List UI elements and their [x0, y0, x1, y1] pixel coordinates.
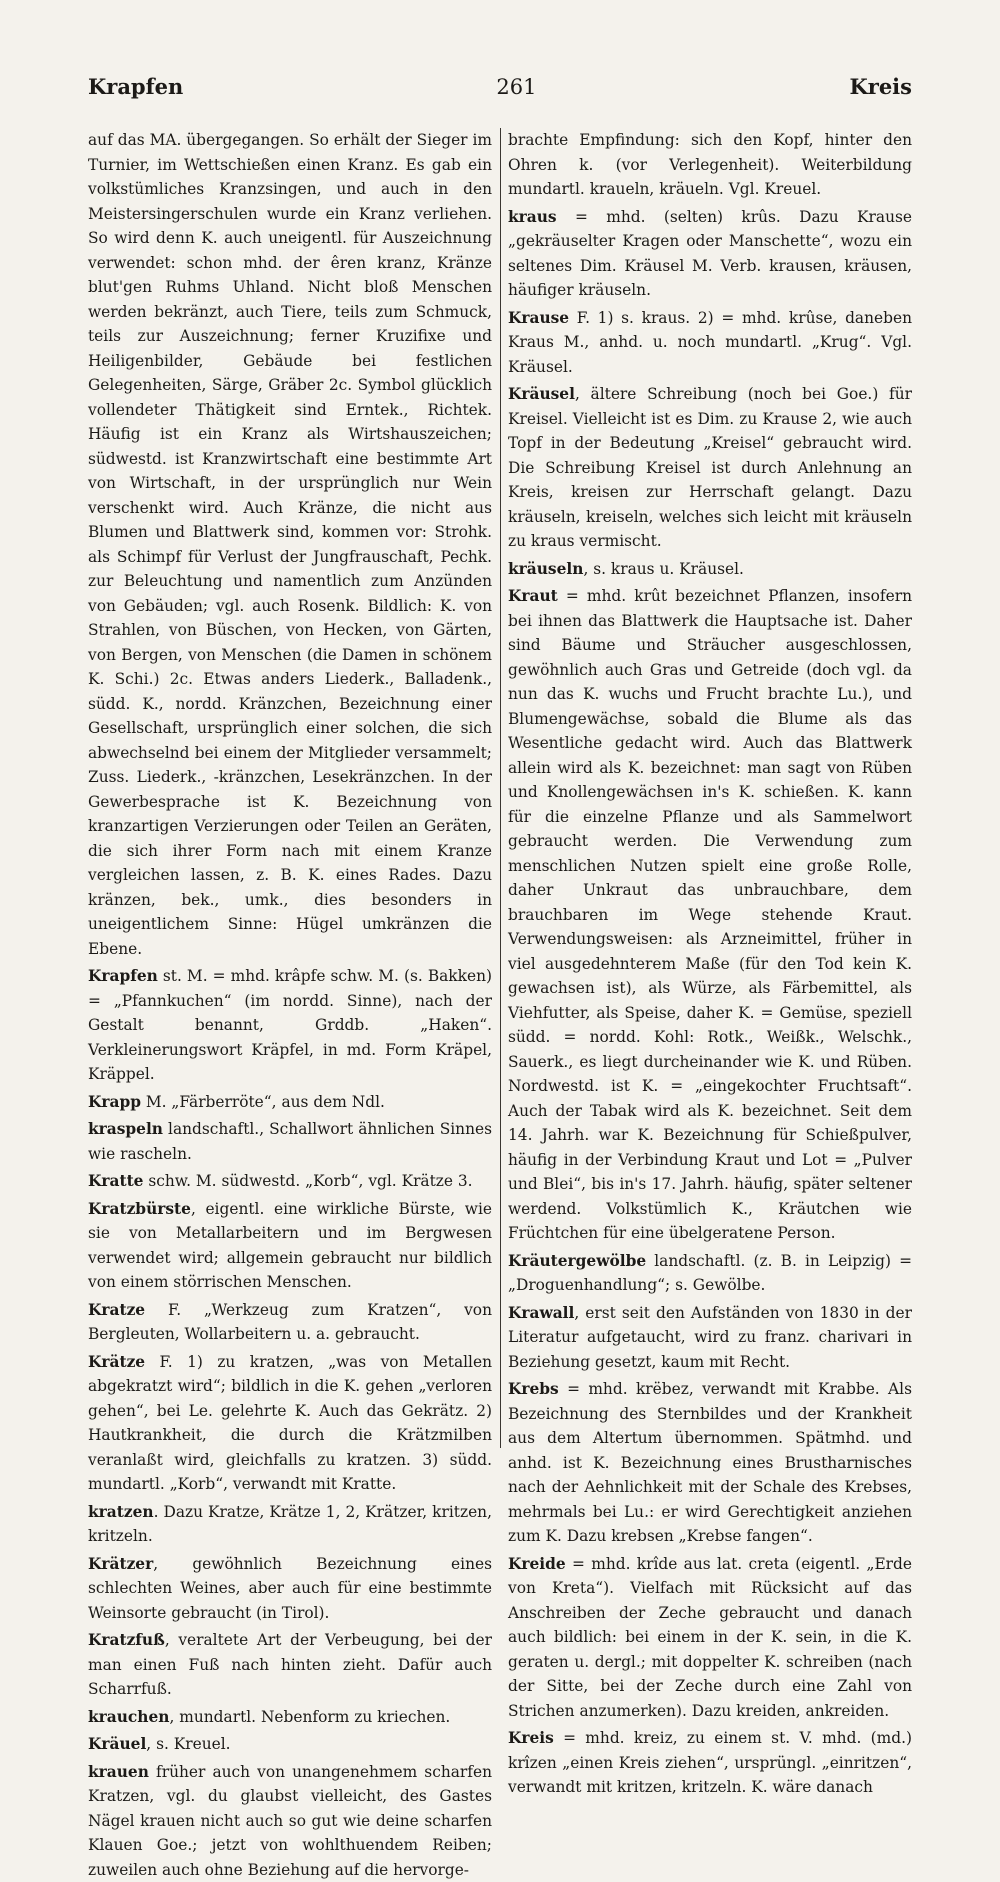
entry-text: F. 1) zu kratzen, „was von Metallen abgekratzt wird“; bildlich in die K. gehen „verloren gehen“, bei Le. gelehrte K. Auch das Gekrätz. 2) Hautkrankheit, die durch die Krätzmilben veranlaßt wird, gleichfalls zu kratzen. 3) südd. mundartl. „Korb“, verwandt mit Kratte. [88, 1353, 492, 1494]
dictionary-entry [508, 306, 912, 380]
entry-text: , erst seit den Aufständen von 1830 in der Literatur aufgetaucht, wird zu franz. charivari in Beziehung gesetzt, kaum mit Recht. [508, 1304, 912, 1371]
entry-headword: kräuseln [508, 560, 583, 578]
dictionary-entry [88, 1298, 492, 1347]
entry-text: , eigentl. eine wirkliche Bürste, wie sie von Metallarbeitern und im Bergwesen verwendet wird; allgemein gebraucht nur bildlich von einem störrischen Menschen. [88, 1200, 492, 1292]
entry-headword: kratzen [88, 1503, 154, 1521]
dictionary-entry [508, 128, 912, 202]
dictionary-entry [508, 584, 912, 1246]
dictionary-entry [88, 1705, 492, 1730]
dictionary-entry [88, 1760, 492, 1882]
entry-text: , veraltete Art der Verbeugung, bei der man einen Fuß nach hinten zieht. Dafür auch Scharrfuß. [88, 1631, 492, 1698]
entry-headword: Kräusel [508, 385, 575, 403]
dictionary-entry [508, 557, 912, 582]
entry-headword: kraus [508, 208, 557, 226]
entry-headword: Kreide [508, 1555, 566, 1573]
page-header [88, 74, 912, 114]
dictionary-entry [88, 1350, 492, 1497]
entry-text: landschaftl. (z. B. in Leipzig) = „Droguenhandlung“; s. Gewölbe. [508, 1252, 912, 1295]
left-column [88, 128, 492, 1448]
entry-text: = mhd. krîde aus lat. creta (eigentl. „Erde von Kreta“). Vielfach mit Rücksicht auf das Anschreiben der Zeche gebraucht und danach auch bildlich: bei einem in der K. sein, in die K. geraten u. dergl.; mit doppelter K. schreiben (nach der Sitte, bei der Zeche durch eine Zahl von Strichen anzumerken). Dazu kreiden, ankreiden. [508, 1555, 912, 1720]
dictionary-entry [508, 1249, 912, 1298]
entry-text: = mhd. (selten) krûs. Dazu Krause „gekräuselter Kragen oder Manschette“, wozu ein seltenes Dim. Kräusel M. Verb. krausen, kräusen, häufiger kräuseln. [508, 208, 912, 300]
entry-headword: Krätze [88, 1353, 145, 1371]
entry-text: , s. Kreuel. [146, 1735, 230, 1753]
entry-text: M. „Färberröte“, aus dem Ndl. [141, 1093, 385, 1111]
right-column [508, 128, 912, 1448]
dictionary-entry [508, 382, 912, 554]
dictionary-entry [508, 205, 912, 303]
entry-text: F. 1) s. kraus. 2) = mhd. krûse, daneben Kraus M., anhd. u. noch mundartl. „Krug“. Vgl. Kräusel. [508, 309, 912, 376]
dictionary-entry [508, 1377, 912, 1549]
column-divider [500, 128, 501, 1448]
dictionary-entry [88, 1117, 492, 1166]
entry-text: = mhd. krëbez, verwandt mit Krabbe. Als Bezeichnung des Sternbildes und der Krankheit aus dem Altertum übernommen. Spätmhd. und anhd. ist K. Bezeichnung eines Brustharnisches nach der Aehnlichkeit mit der Schale des Krebses, mehrmals bei Lu.: er wird Gerechtigkeit anziehen zum K. Dazu krebsen „Krebse fangen“. [508, 1380, 912, 1545]
dictionary-entry [88, 128, 492, 961]
entry-headword: Kratzbürste [88, 1200, 191, 1218]
entry-headword: krauchen [88, 1708, 169, 1726]
dictionary-entry [88, 1169, 492, 1194]
entry-headword: Krapfen [88, 967, 158, 985]
dictionary-entry [88, 1500, 492, 1549]
entry-text: = mhd. kreiz, zu einem st. V. mhd. (md.) krîzen „einen Kreis ziehen“, ursprüngl. „einritzen“, verwandt mit kritzen, kritzeln. K. wäre danach [508, 1729, 912, 1796]
entry-headword: Krause [508, 309, 569, 327]
entry-headword: Krapp [88, 1093, 141, 1111]
entry-headword: Kräutergewölbe [508, 1252, 646, 1270]
entry-text: , s. kraus u. Kräusel. [583, 560, 744, 578]
entry-headword: Krätzer [88, 1555, 153, 1573]
entry-text: brachte Empfindung: sich den Kopf, hinter den Ohren k. (vor Verlegenheit). Weiterbildung mundartl. kraueln, kräueln. Vgl. Kreuel. [508, 131, 912, 198]
entry-text: früher auch von unangenehmem scharfen Kratzen, vgl. du glaubst vielleicht, des Gastes Nägel krauen nicht auch so gut wie deine scharfen Klauen Goe.; jetzt von wohlthuendem Reiben; zuweilen auch ohne Beziehung auf die hervorge- [88, 1763, 492, 1879]
entry-headword: Kratzfuß [88, 1631, 165, 1649]
entry-text: = mhd. krût bezeichnet Pflanzen, insofern bei ihnen das Blattwerk die Hauptsache ist. Daher sind Bäume und Sträucher ausgeschlossen, gewöhnlich auch Gras und Getreide (doch vgl. da nun das K. wuchs und Frucht brachte Lu.), und Blumengewächse, sobald die Blume als das Wesentliche gedacht wird. Auch das Blattwerk allein wird als K. bezeichnet: man sagt von Rüben und Knollengewächsen in's K. schießen. K. kann für die einzelne Pflanze und als Sammelwort gebraucht werden. Die Verwendung zum menschlichen Nutzen spielt eine große Rolle, daher Unkraut das unbrauchbare, dem brauchbaren im Wege stehende Kraut. Verwendungsweisen: als Arzneimittel, früher in viel ausgedehnterem Maße (für den Tod kein K. gewachsen ist), als Würze, als Färbemittel, als Viehfutter, als Speise, daher K. = Gemüse, speziell südd. = nordd. Kohl: Rotk., Weißk., Welschk., Sauerk., es liegt durcheinander wie K. und Rüben. Nordwestd. ist K. = „eingekochter Fruchtsaft“. Auch der Tabak wird als K. bezeichnet. Seit dem 14. Jahrh. war K. Bezeichnung für Schießpulver, häufig in der Verbindung Kraut und Lot = „Pulver und Blei“, bis in's 17. Jahrh. häufig, später seltener werdend. Volkstümlich K., Kräutchen wie Früchtchen für eine übelgeratene Person. [508, 587, 912, 1242]
entry-text: st. M. = mhd. krâpfe schw. M. (s. Bakken) = „Pfannkuchen“ (im nordd. Sinne), nach der Gestalt benannt, Grddb. „Haken“. Verkleinerungswort Kräpfel, in md. Form Kräpel, Kräppel. [88, 967, 492, 1083]
dictionary-entry [508, 1726, 912, 1800]
entry-headword: krauen [88, 1763, 149, 1781]
entry-headword: Krawall [508, 1304, 574, 1322]
dictionary-entry [88, 964, 492, 1087]
entry-text: , gewöhnlich Bezeichnung eines schlechten Weines, aber auch für eine bestimmte Weinsorte gebraucht (in Tirol). [88, 1555, 492, 1622]
entry-headword: Kreis [508, 1729, 554, 1747]
dictionary-entry [88, 1628, 492, 1702]
dictionary-entry [88, 1197, 492, 1295]
dictionary-entry [88, 1732, 492, 1757]
entry-headword: kraspeln [88, 1120, 163, 1138]
entry-headword: Kraut [508, 587, 558, 605]
entry-text: , ältere Schreibung (noch bei Goe.) für Kreisel. Vielleicht ist es Dim. zu Krause 2, wie auch Topf in der Bedeutung „Kreisel“ gebraucht wird. Die Schreibung Kreisel ist durch Anlehnung an Kreis, kreisen zur Herrschaft gelangt. Dazu kräuseln, kreiseln, welches sich leicht mit kräuseln zu kraus vermischt. [508, 385, 912, 550]
entry-headword: Krebs [508, 1380, 559, 1398]
dictionary-entry [88, 1090, 492, 1115]
entry-text: . Dazu Kratze, Krätze 1, 2, Krätzer, kritzen, kritzeln. [88, 1503, 492, 1546]
page-number: 261 [496, 75, 536, 99]
entry-text: landschaftl., Schallwort ähnlichen Sinnes wie rascheln. [88, 1120, 492, 1163]
entry-text: auf das MA. übergegangen. So erhält der Sieger im Turnier, im Wettschießen einen Kranz. Es gab ein volkstümliches Kranzsingen, und auch in den Meistersingerschulen wurde ein Kranz verliehen. So wird denn K. auch uneigentl. für Auszeichnung verwendet: schon mhd. der êren kranz, Kränze blut'gen Ruhms Uhland. Nicht bloß Menschen werden bekränzt, auch Tiere, teils zum Schmuck, teils zur Auszeichnung; ferner Kruzifixe und Heiligenbilder, Gebäude bei festlichen Gelegenheiten, Särge, Gräber 2c. Symbol glücklich vollendeter Thätigkeit sind Erntek., Richtek. Häufig ist ein Kranz als Wirtshauszeichen; südwestd. ist Kranzwirtschaft eine bestimmte Art von Wirtschaft, in der ursprünglich nur Wein verschenkt wird. Auch Kränze, die nicht aus Blumen und Blattwerk sind, kommen vor: Strohk. als Schimpf für Verlust der Jungfrauschaft, Pechk. zur Beleuchtung und namentlich zum Anzünden von Gebäuden; vgl. auch Rosenk. Bildlich: K. von Strahlen, von Büschen, von Hecken, von Gärten, von Bergen, von Menschen (die Damen in schönem K. Schi.) 2c. Etwas anders Liederk., Balladenk., südd. K., nordd. Kränzchen, Bezeichnung einer Gesellschaft, ursprünglich einer solchen, die sich abwechselnd bei einem der Mitglieder versammelt; Zuss. Liederk., -kränzchen, Lesekränzchen. In der Gewerbesprache ist K. Bezeichnung von kranzartigen Verzierungen oder Teilen an Geräten, die sich ihrer Form nach mit einem Kranze vergleichen lassen, z. B. K. eines Rades. Dazu kränzen, bek., umk., dies besonders in uneigentlichem Sinne: Hügel umkränzen die Ebene. [88, 131, 492, 958]
entry-headword: Kratze [88, 1301, 145, 1319]
header-left-keyword: Krapfen [88, 74, 183, 99]
entry-headword: Kräuel [88, 1735, 146, 1753]
entry-headword: Kratte [88, 1172, 143, 1190]
header-right-keyword: Kreis [850, 74, 912, 99]
dictionary-entry [508, 1552, 912, 1724]
dictionary-entry [508, 1301, 912, 1375]
dictionary-entry [88, 1552, 492, 1626]
entry-text: , mundartl. Nebenform zu kriechen. [169, 1708, 450, 1726]
entry-text: F. „Werkzeug zum Kratzen“, von Bergleuten, Wollarbeitern u. a. gebraucht. [88, 1301, 492, 1344]
entry-text: schw. M. südwestd. „Korb“, vgl. Krätze 3. [143, 1172, 472, 1190]
